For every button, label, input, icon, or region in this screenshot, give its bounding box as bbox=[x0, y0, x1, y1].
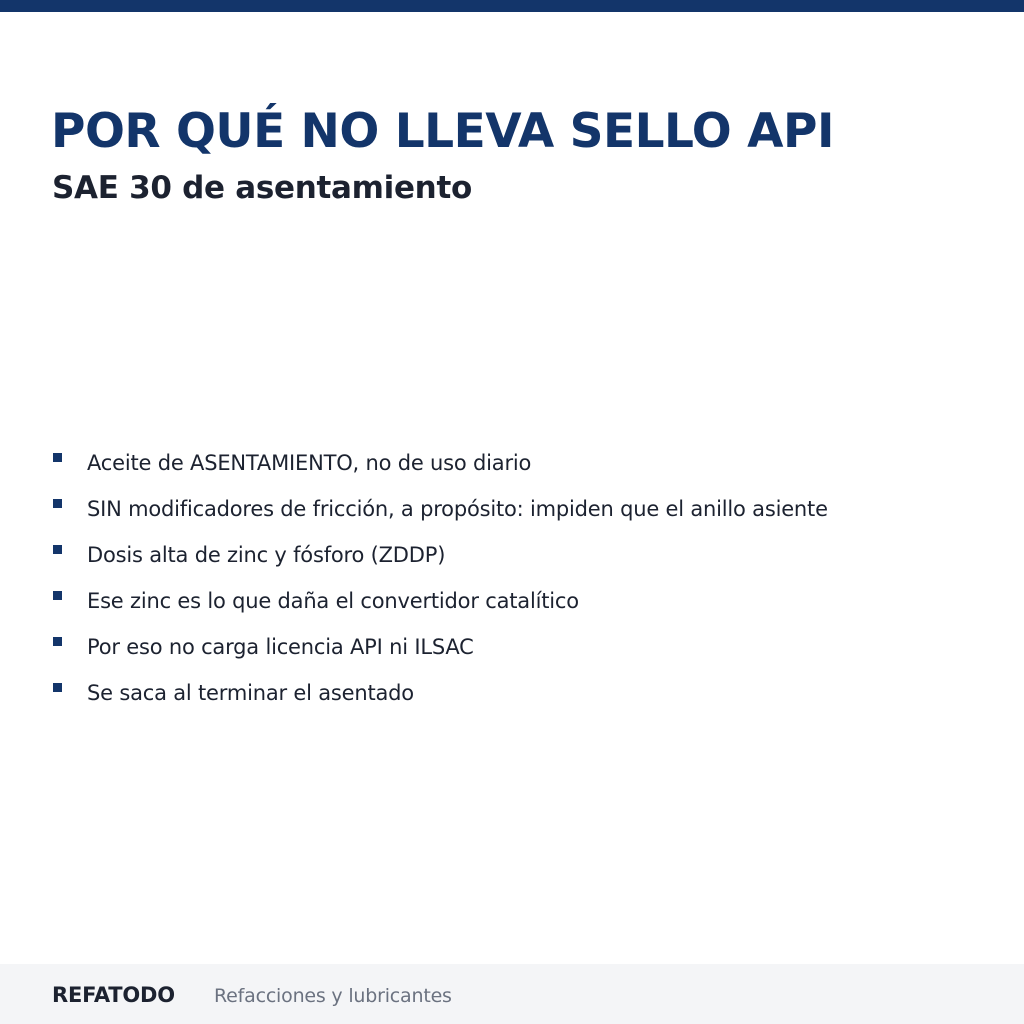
list-item bbox=[52, 624, 828, 670]
list-item-text: Ese zinc es lo que daña el convertidor catalítico bbox=[87, 589, 579, 613]
list-item-text: Por eso no carga licencia API ni ILSAC bbox=[87, 635, 474, 659]
footer-brand: REFATODO bbox=[52, 983, 175, 1007]
bullet-list bbox=[52, 440, 828, 716]
list-item bbox=[52, 486, 828, 532]
square-bullet-icon bbox=[53, 591, 62, 600]
list-item-text: Aceite de ASENTAMIENTO, no de uso diario bbox=[87, 451, 532, 475]
footer bbox=[0, 964, 1024, 1024]
footer-tagline: Refacciones y lubricantes bbox=[214, 985, 452, 1007]
square-bullet-icon bbox=[53, 453, 62, 462]
square-bullet-icon bbox=[53, 545, 62, 554]
list-item bbox=[52, 670, 828, 716]
square-bullet-icon bbox=[53, 637, 62, 646]
square-bullet-icon bbox=[53, 683, 62, 692]
list-item-text: Dosis alta de zinc y fósforo (ZDDP) bbox=[87, 543, 446, 567]
page-title: POR QUÉ NO LLEVA SELLO API bbox=[51, 104, 834, 159]
list-item bbox=[52, 578, 828, 624]
list-item bbox=[52, 440, 828, 486]
top-accent-bar bbox=[0, 0, 1024, 12]
list-item-text: SIN modificadores de fricción, a propósito: impiden que el anillo asiente bbox=[87, 497, 828, 521]
square-bullet-icon bbox=[53, 499, 62, 508]
list-item bbox=[52, 532, 828, 578]
list-item-text: Se saca al terminar el asentado bbox=[87, 681, 414, 705]
page-subtitle: SAE 30 de asentamiento bbox=[52, 170, 472, 206]
